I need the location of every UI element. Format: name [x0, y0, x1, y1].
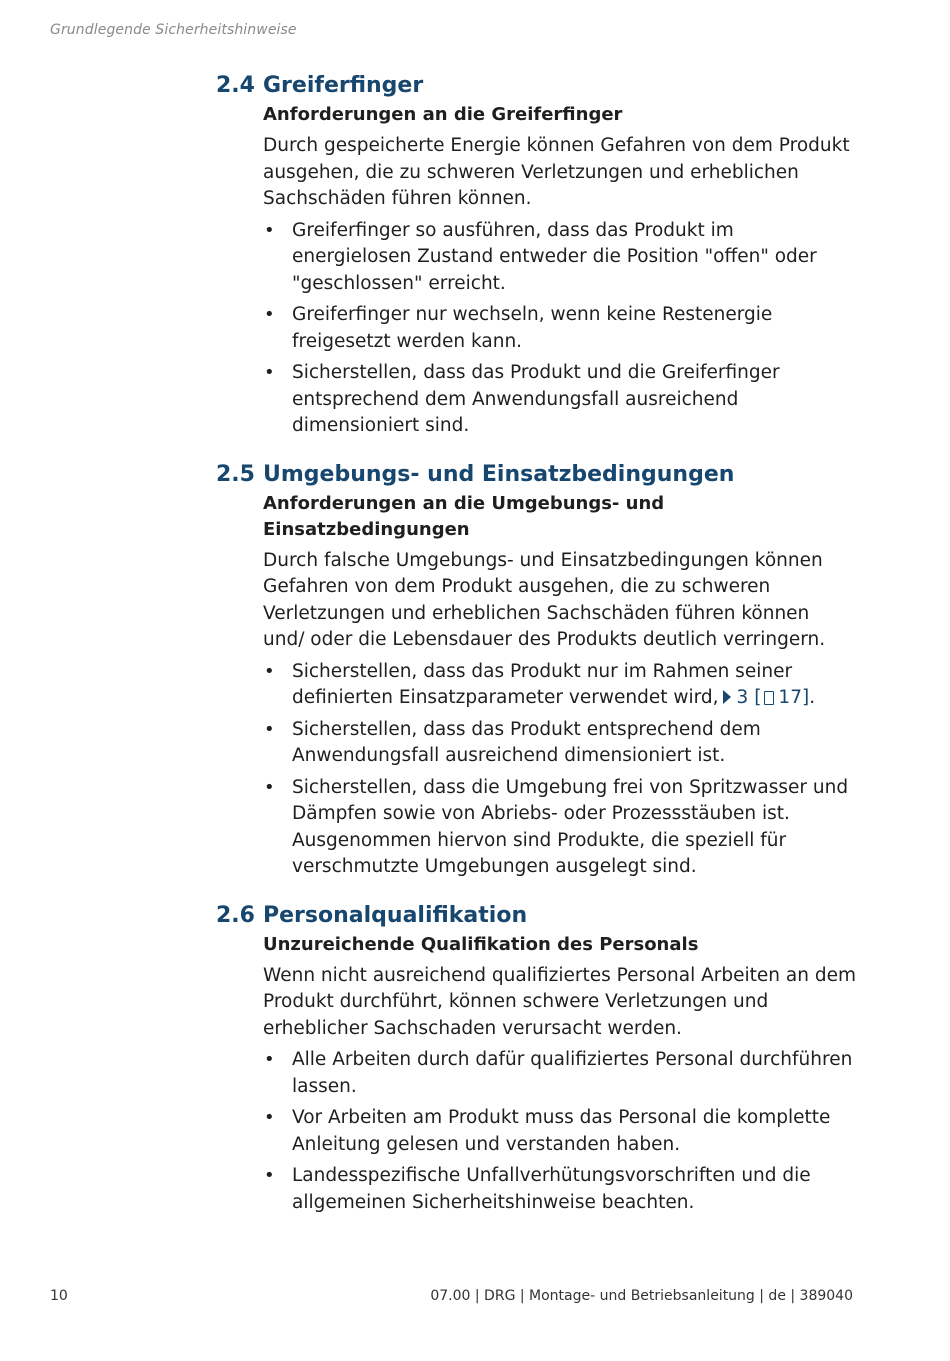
section-heading [216, 902, 856, 930]
list-item-text: Greiferfinger so ausführen, dass das Produkt im energielosen Zustand entweder die Position "offen" oder "geschlossen" erreicht. [292, 219, 817, 294]
list-item-text: Alle Arbeiten durch dafür qualifiziertes Personal durchführen lassen. [292, 1049, 853, 1097]
list-item-text: Sicherstellen, dass das Produkt nur im Rahmen seiner definierten Einsatzparameter verwendet wird, [292, 660, 793, 708]
section-title: Greiferfinger [263, 73, 424, 98]
subheading: Anforderungen an die Umgebungs- und Einsatzbedingungen [263, 492, 665, 540]
list-item-text: Sicherstellen, dass die Umgebung frei von Spritzwasser und Dämpfen sowie von Abriebs- oder Prozessstäuben ist. Ausgenommen hiervon sind Produkte, die speziell für verschmutzte Umgebungen ausgelegt sind. [292, 776, 849, 877]
document-info: 07.00 | DRG | Montage- und Betriebsanleitung | de | 389040 [430, 1288, 853, 1304]
bullet-list [263, 218, 856, 440]
section-heading [216, 72, 856, 100]
list-item [263, 302, 856, 355]
page-number: 10 [50, 1288, 68, 1304]
list-item-text: Vor Arbeiten am Produkt muss das Personal die komplette Anleitung gelesen und verstanden haben. [292, 1107, 831, 1155]
section-2-4 [216, 72, 856, 440]
list-item [263, 717, 856, 770]
bullet-icon: • [264, 718, 275, 740]
triangle-right-icon [723, 690, 731, 704]
bullet-icon: • [264, 304, 275, 325]
paragraph: Wenn nicht ausreichend qualifiziertes Personal Arbeiten an dem Produkt durchführt, können schwere Verletzungen und erheblicher Sachschaden verursacht werden. [263, 964, 856, 1039]
section-number: 2.5 [216, 461, 255, 487]
section-title: Personalqualifikation [263, 902, 528, 928]
section-body [263, 102, 856, 440]
section-body [263, 932, 856, 1217]
section-body [263, 491, 856, 881]
bullet-list [263, 1047, 856, 1216]
list-item-text: Landesspezifische Unfallverhütungsvorschriften und die allgemeinen Sicherheitshinweise beachten. [292, 1165, 811, 1213]
subheading: Unzureichende Qualifikation des Personals [263, 933, 699, 955]
section-2-6 [216, 902, 856, 1217]
bullet-icon: • [264, 660, 275, 682]
bullet-icon: • [264, 1165, 275, 1186]
list-item [263, 1105, 856, 1158]
list-item [263, 775, 856, 881]
running-header: Grundlegende Sicherheitshinweise [50, 22, 297, 38]
list-item [263, 659, 856, 712]
page-icon [764, 691, 774, 705]
bullet-icon: • [264, 1049, 275, 1070]
paragraph: Durch gespeicherte Energie können Gefahren von dem Produkt ausgehen, die zu schweren Verletzungen und erheblichen Sachschäden führen können. [263, 135, 850, 209]
paragraph: Durch falsche Umgebungs- und Einsatzbedingungen können Gefahren von dem Produkt ausgehen, die zu schweren Verletzungen und erheblichen Sachschäden führen können und/ oder die Lebensdauer des Produkts deutlich verringern. [263, 549, 826, 650]
subheading: Anforderungen an die Greiferfinger [263, 104, 623, 125]
list-item [263, 360, 856, 440]
section-2-5 [216, 461, 856, 881]
list-item [263, 218, 856, 298]
list-item-text: Greiferfinger nur wechseln, wenn keine Restenergie freigesetzt werden kann. [292, 304, 773, 352]
bullet-icon: • [264, 1107, 275, 1128]
xref-page: 17 [778, 687, 802, 708]
list-item-text: Sicherstellen, dass das Produkt entsprechend dem Anwendungsfall ausreichend dimensioniert ist. [292, 718, 761, 766]
main-content [216, 72, 856, 1237]
list-item-text: Sicherstellen, dass das Produkt und die Greiferfinger entsprechend dem Anwendungsfall ausreichend dimensioniert sind. [292, 362, 780, 436]
xref-trailing: . [809, 687, 816, 708]
section-number: 2.6 [216, 902, 255, 928]
bullet-list [263, 659, 856, 881]
xref-bracket-open: [ [754, 687, 762, 708]
list-item [263, 1163, 856, 1216]
cross-reference-link[interactable] [719, 687, 810, 708]
list-item [263, 1047, 856, 1100]
section-title: Umgebungs- und Einsatzbedingungen [263, 461, 735, 487]
xref-bracket-close: ] [801, 687, 810, 708]
bullet-icon: • [264, 219, 275, 241]
xref-chapter: 3 [736, 687, 749, 708]
bullet-icon: • [264, 362, 275, 383]
section-number: 2.4 [216, 73, 255, 98]
bullet-icon: • [264, 776, 275, 798]
section-heading [216, 461, 856, 489]
